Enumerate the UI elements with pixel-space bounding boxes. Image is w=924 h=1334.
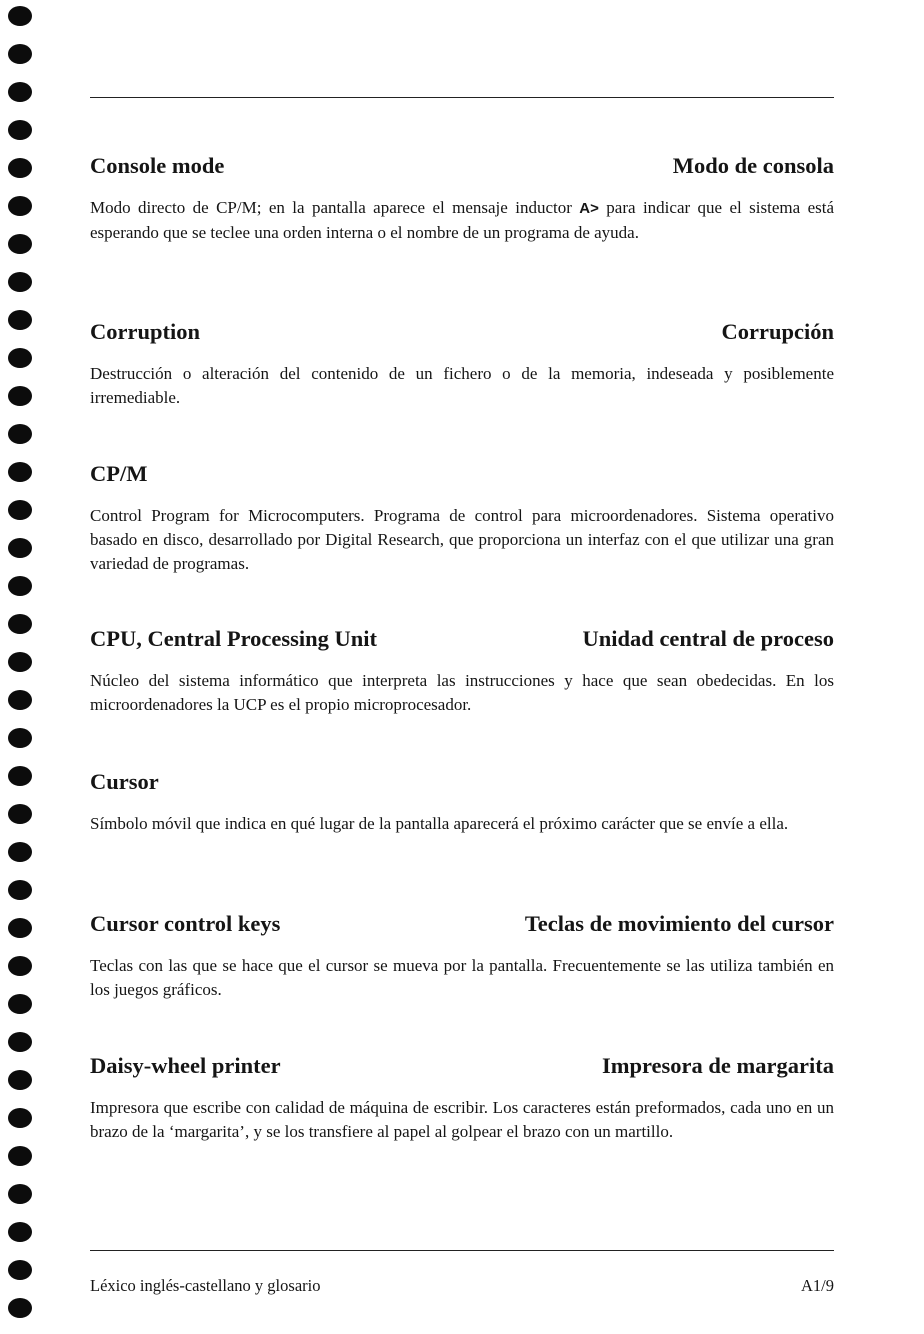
binder-hole xyxy=(8,1146,32,1166)
binder-hole xyxy=(8,690,32,710)
entry-heading xyxy=(90,461,834,487)
binder-hole xyxy=(8,880,32,900)
entry-definition: Destrucción o alteración del contenido de un fichero o de la memoria, indeseada y posiblemente irremediable. xyxy=(90,364,834,407)
entry-term: Console mode xyxy=(90,153,225,178)
glossary-entry xyxy=(90,626,834,717)
definition-text: para indicar que el sistema está esperando que se teclee una orden interna o el nombre de un programa de ayuda. xyxy=(90,198,835,242)
binder-hole xyxy=(8,348,32,368)
entry-definition xyxy=(90,196,834,245)
binder-hole xyxy=(8,234,32,254)
binder-hole xyxy=(8,1070,32,1090)
binder-hole xyxy=(8,1222,32,1242)
footer-title: Léxico inglés-castellano y glosario xyxy=(90,1276,321,1295)
glossary-entry xyxy=(90,769,834,836)
entry-definition: Símbolo móvil que indica en qué lugar de la pantalla aparecerá el próximo carácter que se envíe a ella. xyxy=(90,814,789,833)
cpm-prompt: A> xyxy=(579,200,599,217)
binder-hole xyxy=(8,1184,32,1204)
bottom-rule xyxy=(90,1250,834,1251)
binder-hole xyxy=(8,44,32,64)
binder-hole xyxy=(8,918,32,938)
binder-hole xyxy=(8,310,32,330)
entry-heading xyxy=(90,769,834,795)
binder-hole xyxy=(8,728,32,748)
entry-definition: Núcleo del sistema informático que interpreta las instrucciones y hace que sean obedecidas. En los microordenadores la UCP es el propio microprocesador. xyxy=(90,671,834,714)
binder-hole xyxy=(8,158,32,178)
binder-hole xyxy=(8,766,32,786)
binder-hole xyxy=(8,1032,32,1052)
entry-term: CPU, Central Processing Unit xyxy=(90,626,378,651)
binder-hole xyxy=(8,1108,32,1128)
entry-heading xyxy=(90,1053,834,1079)
binder-hole xyxy=(8,272,32,292)
binder-hole xyxy=(8,196,32,216)
binder-hole xyxy=(8,424,32,444)
entry-translation: Unidad central de proceso xyxy=(582,626,834,651)
binder-hole xyxy=(8,956,32,976)
entry-translation: Corrupción xyxy=(721,319,834,344)
binder-hole xyxy=(8,6,32,26)
binder-hole xyxy=(8,994,32,1014)
binder-hole xyxy=(8,500,32,520)
entry-heading xyxy=(90,626,834,652)
binder-hole xyxy=(8,462,32,482)
page-number: A1/9 xyxy=(801,1276,834,1295)
entry-term: Cursor control keys xyxy=(90,911,281,936)
binder-hole xyxy=(8,538,32,558)
binder-hole xyxy=(8,804,32,824)
top-rule xyxy=(90,97,834,98)
entry-term: Daisy-wheel printer xyxy=(90,1053,281,1078)
entry-heading xyxy=(90,319,834,345)
entry-term: Corruption xyxy=(90,319,201,344)
binder-hole xyxy=(8,386,32,406)
entry-definition: Teclas con las que se hace que el cursor se mueva por la pantalla. Frecuentemente se las utiliza también en los juegos gráficos. xyxy=(90,956,834,999)
entry-translation: Teclas de movimiento del cursor xyxy=(524,911,834,936)
entry-term: CP/M xyxy=(90,461,148,486)
entry-heading xyxy=(90,911,834,937)
page-footer xyxy=(90,1276,834,1296)
entry-translation: Impresora de margarita xyxy=(601,1053,834,1078)
entry-definition: Impresora que escribe con calidad de máquina de escribir. Los caracteres están preformados, cada uno en un brazo de la ‘margarita’, y se los transfiere al papel al golpear el brazo con un martillo. xyxy=(90,1098,834,1141)
entry-definition: Control Program for Microcomputers. Programa de control para microordenadores. Sistema operativo basado en disco, desarrollado por Digital Research, que proporciona un interfaz con el que utilizar una gran variedad de programas. xyxy=(90,506,834,573)
entry-term: Cursor xyxy=(90,769,159,794)
binder-hole xyxy=(8,576,32,596)
binder-hole xyxy=(8,842,32,862)
glossary-entry xyxy=(90,319,834,410)
binder-hole xyxy=(8,1298,32,1318)
binder-hole xyxy=(8,120,32,140)
binder-hole xyxy=(8,614,32,634)
glossary-entry xyxy=(90,461,834,576)
binder-holes xyxy=(0,0,40,1334)
glossary-entry xyxy=(90,911,834,1002)
entry-heading xyxy=(90,153,834,179)
definition-text: Modo directo de CP/M; en la pantalla aparece el mensaje inductor xyxy=(90,198,580,217)
glossary-entry xyxy=(90,153,834,245)
binder-hole xyxy=(8,1260,32,1280)
binder-hole xyxy=(8,82,32,102)
binder-hole xyxy=(8,652,32,672)
glossary-entry xyxy=(90,1053,834,1144)
entry-translation: Modo de consola xyxy=(672,153,834,178)
